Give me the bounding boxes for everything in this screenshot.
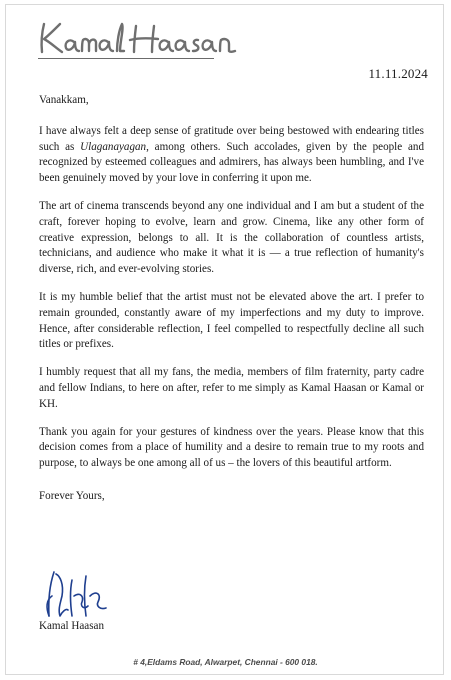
paragraph-gratitude-rest: , among others. Such accolades, given by the people and recognized by esteemed colleagues and admirers, has always been humbling, and I've been genuinely moved by your love in conferring it upon me. — [39, 140, 424, 185]
signer-name: Kamal Haasan — [39, 620, 104, 632]
letterhead-rule — [38, 58, 214, 59]
letter-body — [39, 93, 424, 505]
footer-address: # 4,Eldams Road, Alwarpet, Chennai - 600 018. — [133, 657, 318, 667]
title-emphasis: Ulaganayagan — [80, 140, 147, 153]
paragraph-request: I humbly request that all my fans, the media, members of film fraternity, party cadre and fellow Indians, to here on after, refer to me simply as Kamal Haasan or Kamal or KH. — [39, 366, 424, 410]
salutation: Vanakkam, — [39, 94, 89, 106]
letterhead-logo — [38, 18, 238, 58]
closing: Forever Yours, — [39, 489, 105, 502]
paragraph-thanks: Thank you again for your gestures of kindness over the years. Please know that this decision comes from a place of humility and a desire to remain true to my roots and purpose, to always be one among all of us – the lovers of this beautiful artform. — [39, 425, 424, 470]
letter-date: 11.11.2024 — [368, 66, 428, 81]
paragraph-belief: It is my humble belief that the artist must not be elevated above the art. I prefer to remain grounded, constantly aware of my imperfections and my duty to improve. Hence, after considerable reflection, I feel compelled to respectfully decline all such titles or prefixes. — [39, 290, 424, 351]
signature — [40, 566, 112, 626]
paragraph-gratitude-lead: I have always felt a deep sense of gratitude over being bestowed with endearing titles such as — [39, 124, 424, 153]
paragraph-gratitude — [39, 124, 424, 187]
paragraph-cinema: The art of cinema transcends beyond any one individual and I am but a student of the craft, forever hoping to evolve, learn and grow. Cinema, like any other form of creative expression, belongs to all. It is the collaboration of countless artists, technicians, and audience who make it what it is — a true reflection of humanity's diverse, rich, and ever-evolving stories. — [39, 199, 424, 276]
